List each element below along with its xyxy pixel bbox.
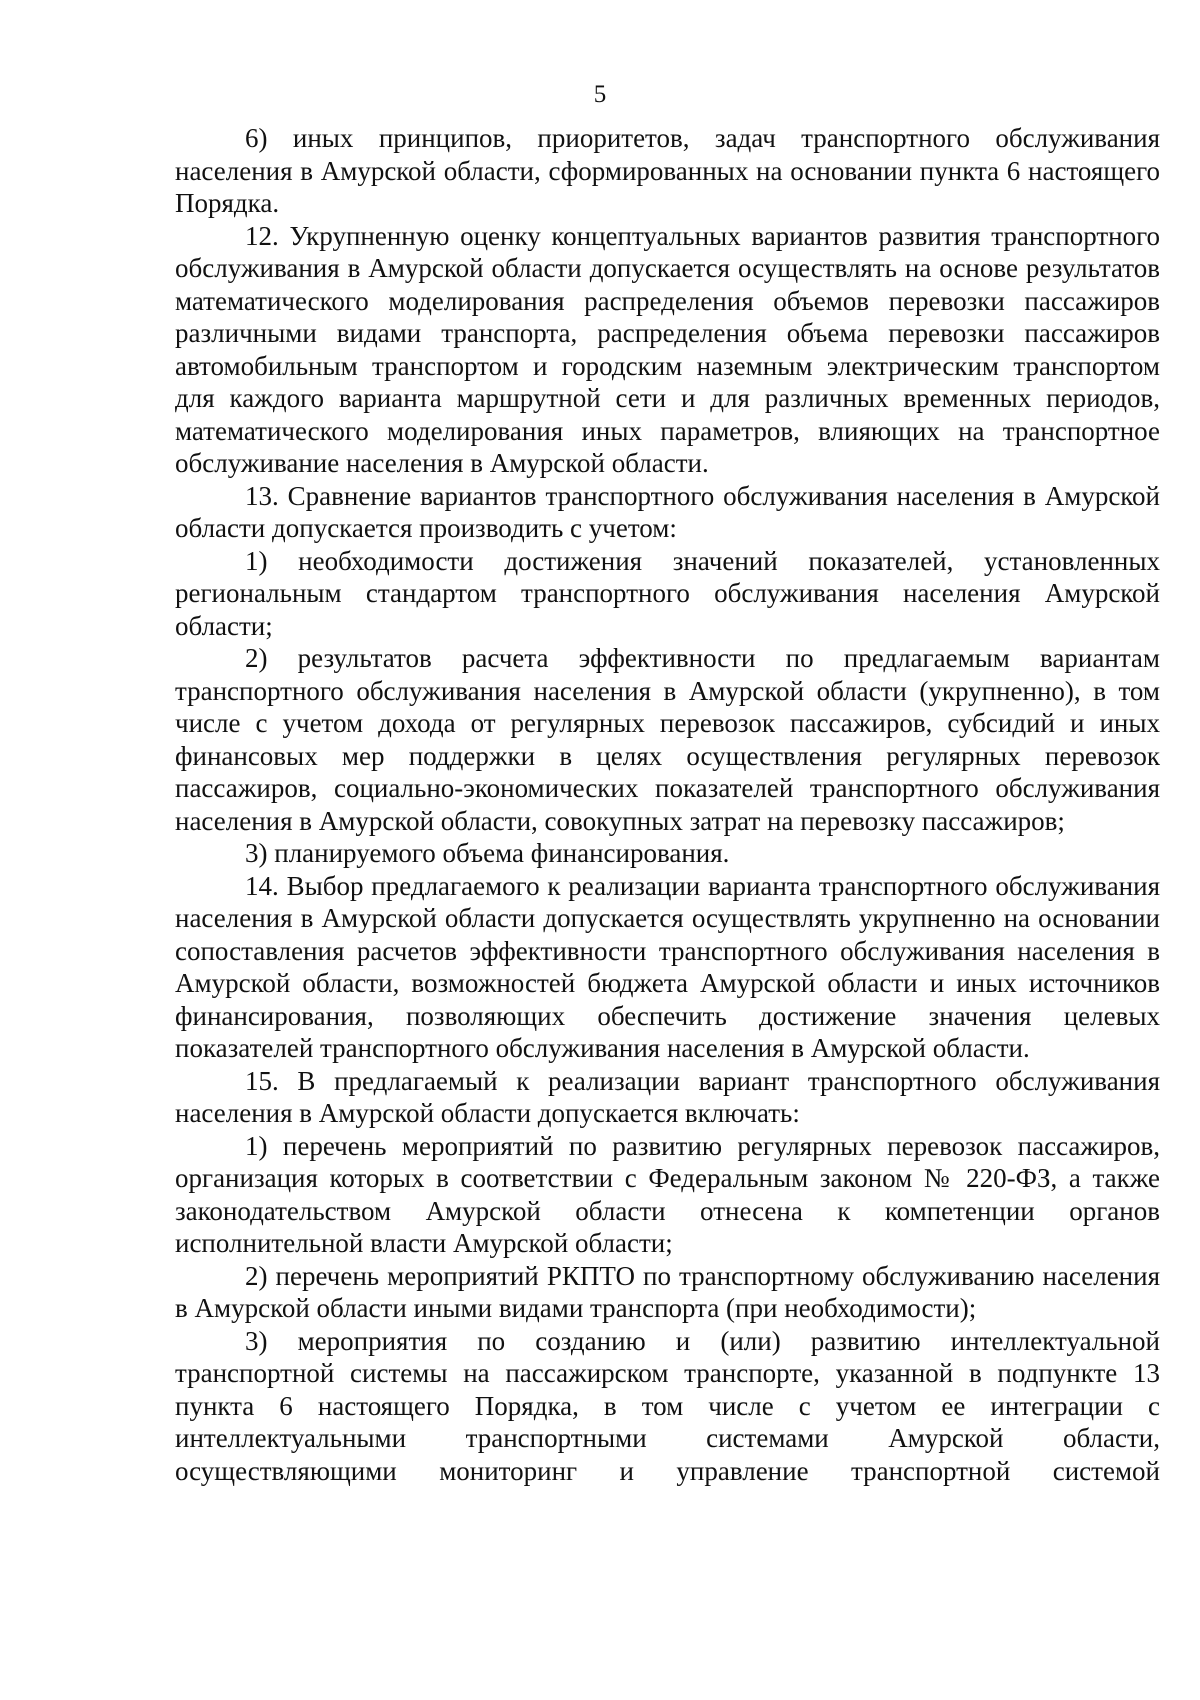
- document-body: [175, 122, 1160, 1487]
- paragraph-13-item-2: 2) результатов расчета эффективности по предлагаемым вариантам транспортного обслуживания населения в Амурской области (укрупненно), в том числе с учетом дохода от регулярных перевозок пассажиров, субсидий и иных финансовых мер поддержки в целях осуществления регулярных перевозок пассажиров, социально-экономических показателей транспортного обслуживания населения в Амурской области, совокупных затрат на перевозку пассажиров;: [175, 643, 1160, 836]
- paragraph-13-comparison: 13. Сравнение вариантов транспортного обслуживания населения в Амурской области допускается производить с учетом:: [175, 480, 1160, 543]
- paragraph-14-selection: 14. Выбор предлагаемого к реализации варианта транспортного обслуживания населения в Амурской области допускается осуществлять укрупненно на основании сопоставления расчетов эффективности транспортного обслуживания населения в Амурской области, возможностей бюджета Амурской области и иных источников финансирования, позволяющих обеспечить достижение значения целевых показателей транспортного обслуживания населения в Амурской области.: [175, 870, 1160, 1063]
- paragraph-15-contents: 15. В предлагаемый к реализации вариант транспортного обслуживания населения в Амурской области допускается включать:: [175, 1065, 1160, 1128]
- paragraph-15-item-2: 2) перечень мероприятий РКПТО по транспортному обслуживанию населения в Амурской области иными видами транспорта (при необходимости);: [175, 1260, 1160, 1323]
- page-number: 5: [593, 81, 607, 108]
- paragraph-12-assessment: 12. Укрупненную оценку концептуальных вариантов развития транспортного обслуживания в Амурской области допускается осуществлять на основе результатов математического моделирования распределения объемов перевозки пассажиров различными видами транспорта, распределения объема перевозки пассажиров автомобильным транспортом и городским наземным электрическим транспортом для каждого варианта маршрутной сети и для различных временных периодов, математического моделирования иных параметров, влияющих на транспортное обслуживание населения в Амурской области.: [175, 220, 1160, 478]
- paragraph-13-item-3: 3) планируемого объема финансирования.: [245, 838, 730, 868]
- paragraph-15-item-1: 1) перечень мероприятий по развитию регулярных перевозок пассажиров, организация которых в соответствии с Федеральным законом № 220-ФЗ, а также законодательством Амурской области отнесена к компетенции органов исполнительной власти Амурской области;: [175, 1130, 1160, 1258]
- paragraph-15-item-3: 3) мероприятия по созданию и (или) развитию интеллектуальной транспортной системы на пассажирском транспорте, указанной в подпункте 13 пункта 6 настоящего Порядка, в том числе с учетом ее интеграции с интеллектуальными транспортными системами Амурской области, осуществляющими мониторинг и управление транспортной системой: [175, 1325, 1160, 1486]
- paragraph-6-other-principles: 6) иных принципов, приоритетов, задач транспортного обслуживания населения в Амурской области, сформированных на основании пункта 6 настоящего Порядка.: [175, 123, 1160, 218]
- paragraph-13-item-1: 1) необходимости достижения значений показателей, установленных региональным стандартом транспортного обслуживания населения Амурской области;: [175, 545, 1160, 641]
